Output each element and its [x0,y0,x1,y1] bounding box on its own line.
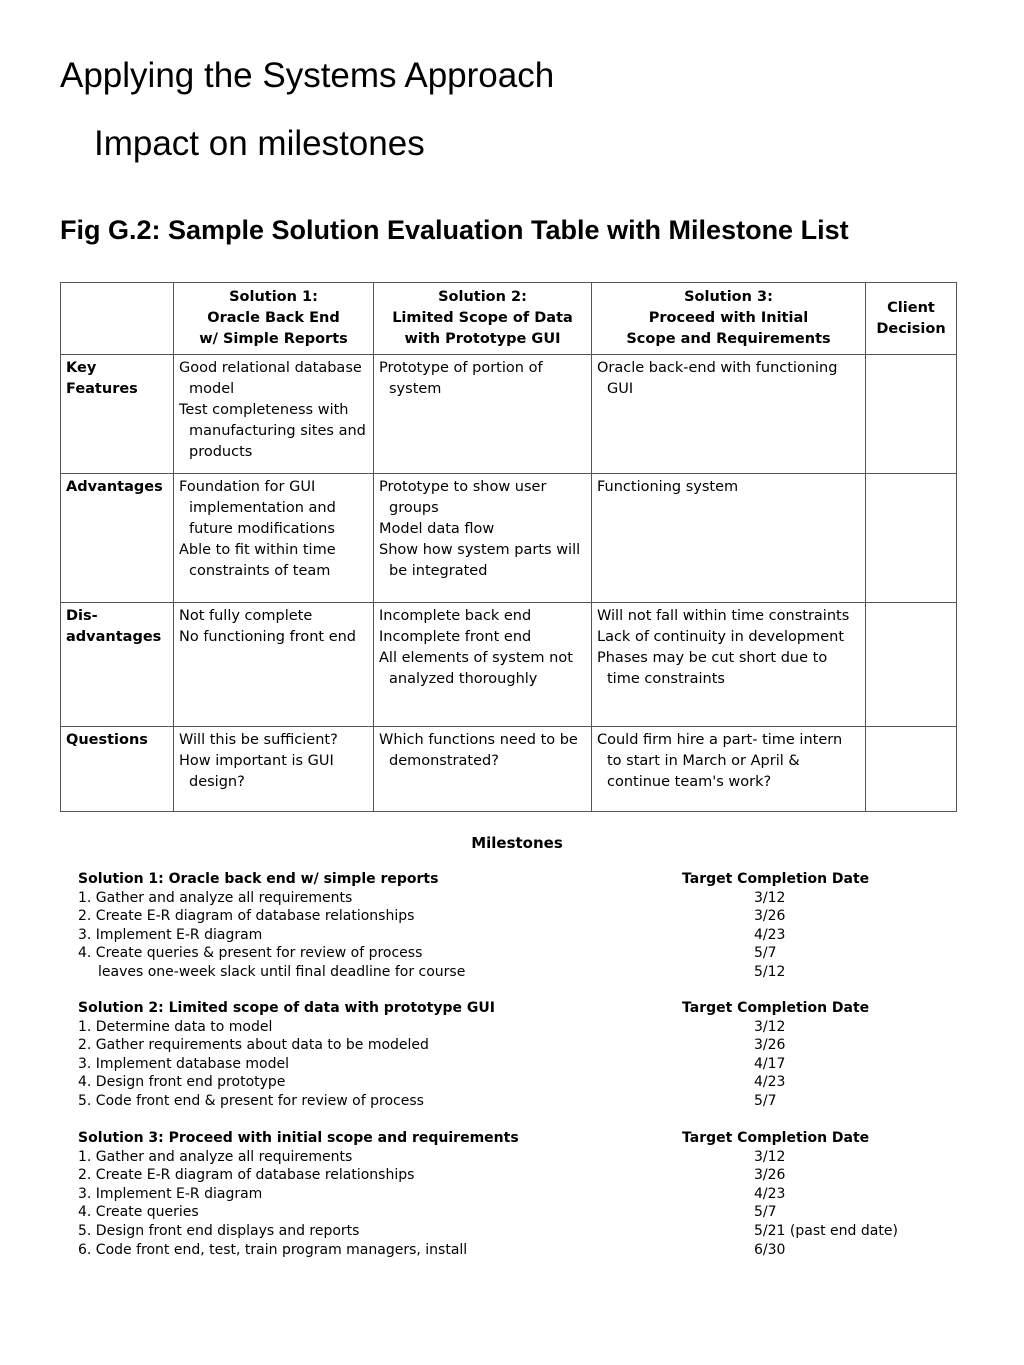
cell-line: Prototype to show user groups [379,479,547,516]
milestone-date: 4/23 [754,1185,786,1202]
milestone-label: 4. Design front end prototype [78,1074,286,1091]
milestone-item [78,944,918,963]
milestone-date: 5/7 [754,1204,777,1221]
milestone-label: 6. Code front end, test, train program managers, install [78,1241,468,1258]
cell-line: Foundation for GUI implementation and future modifications [179,479,336,537]
milestone-item [78,889,918,908]
row-header-line: Dis- [66,608,98,624]
table-row [61,474,957,603]
column-header [592,283,866,355]
figure-caption: Fig G.2: Sample Solution Evaluation Table with Milestone List [60,215,849,245]
table-row [61,603,957,727]
row-header-line: Questions [66,732,148,748]
row-header-line: Advantages [66,479,163,495]
milestone-group-heading: Solution 2: Limited scope of data with prototype GUI [78,1000,495,1016]
milestone-date: 5/12 [754,963,786,980]
milestone-date: 5/7 [754,945,777,962]
milestone-group-heading: Solution 3: Proceed with initial scope and requirements [78,1130,519,1146]
cell-line: Lack of continuity in development [597,629,845,645]
milestone-date: 3/26 [754,1037,786,1054]
milestone-group-heading: Solution 1: Oracle back end w/ simple reports [78,871,439,887]
corner-cell [61,283,174,355]
solution-evaluation-table [60,282,957,812]
column-header-line: Proceed with Initial [648,310,809,326]
table-row [61,727,957,812]
column-header-line: w/ Simple Reports [199,331,348,347]
cell-line: Model data flow [379,521,495,537]
table-cell [174,603,374,727]
table-cell [374,474,592,603]
column-header [174,283,374,355]
column-header-line: Scope and Requirements [626,331,831,347]
milestone-label: 1. Gather and analyze all requirements [78,1148,353,1165]
milestone-date: 5/7 [754,1092,777,1109]
row-header [61,603,174,727]
milestone-label: 4. Create queries & present for review of process [78,945,423,962]
milestone-date: 4/17 [754,1055,786,1072]
milestone-group-solution-2 [78,999,918,1111]
column-header-line: Solution 1: [229,289,318,305]
cell-line: Will this be sufficient? [179,732,338,748]
milestone-label: 3. Implement database model [78,1055,289,1072]
column-header-line: Limited Scope of Data [392,310,573,326]
milestone-item [78,1222,918,1241]
cell-line: Incomplete back end [379,608,532,624]
milestone-item [78,1166,918,1185]
milestone-label: 1. Gather and analyze all requirements [78,889,353,906]
table-cell [174,474,374,603]
milestone-label: 1. Determine data to model [78,1018,273,1035]
milestone-label: 3. Implement E-R diagram [78,926,263,943]
target-date-heading: Target Completion Date [682,1000,870,1016]
milestone-item [78,1092,918,1111]
milestone-label: 2. Create E-R diagram of database relationships [78,908,415,925]
milestone-label: 4. Create queries [78,1204,199,1221]
cell-line: Show how system parts will be integrated [379,542,581,579]
milestone-label: 5. Code front end & present for review of process [78,1092,424,1109]
target-date-heading: Target Completion Date [682,871,870,887]
milestone-item [78,1241,918,1260]
milestone-date: 6/30 [754,1241,786,1258]
cell-line: Not fully complete [179,608,313,624]
target-date-heading: Target Completion Date [682,1130,870,1146]
cell-line: Able to fit within time constraints of team [179,542,336,579]
table-cell [592,727,866,812]
table-header-row [61,283,957,355]
milestone-label: 2. Gather requirements about data to be modeled [78,1037,429,1054]
column-header-line: Solution 2: [438,289,527,305]
page-subtitle: Impact on milestones [94,124,425,163]
table-cell [592,603,866,727]
column-header-line: with Prototype GUI [404,331,561,347]
table-cell [374,355,592,474]
milestone-group-header [78,870,918,889]
milestone-group-header [78,999,918,1018]
cell-line: Functioning system [597,479,739,495]
row-header-line: Key [66,360,97,376]
column-header-line: Solution 3: [684,289,773,305]
milestone-date: 5/21 (past end date) [754,1222,898,1239]
milestone-group-solution-1 [78,870,918,982]
table-cell [592,474,866,603]
milestone-label: 3. Implement E-R diagram [78,1185,263,1202]
cell-line: Good relational database model [179,360,362,397]
cell-line: Oracle back-end with functioning GUI [597,360,838,397]
milestone-date: 3/12 [754,889,786,906]
column-header [866,283,957,355]
client-decision-cell [866,474,957,603]
milestones-title: Milestones [471,834,563,852]
milestone-item [78,1036,918,1055]
milestone-date: 4/23 [754,1074,786,1091]
row-header-line: advantages [66,629,162,645]
row-header [61,727,174,812]
cell-line: Test completeness with manufacturing sites and products [179,402,366,460]
cell-line: No functioning front end [179,629,357,645]
row-header-line: Features [66,381,138,397]
milestone-date: 3/12 [754,1148,786,1165]
table-cell [174,355,374,474]
milestone-item [78,1055,918,1074]
column-header-line: Oracle Back End [207,310,340,326]
milestone-item [78,1203,918,1222]
client-decision-cell [866,355,957,474]
milestone-date: 3/12 [754,1018,786,1035]
cell-line: Could firm hire a part- time intern to start in March or April & continue team's work? [597,732,843,790]
cell-line: Which functions need to be demonstrated? [379,732,578,769]
table-cell [374,603,592,727]
column-header [374,283,592,355]
cell-line: Will not fall within time constraints [597,608,850,624]
table-cell [374,727,592,812]
milestone-group-header [78,1129,918,1148]
client-decision-cell [866,603,957,727]
cell-line: How important is GUI design? [179,753,334,790]
client-decision-cell [866,727,957,812]
cell-line: Phases may be cut short due to time constraints [597,650,828,687]
milestone-group-solution-3 [78,1129,918,1259]
milestone-label: 5. Design front end displays and reports [78,1222,360,1239]
table-cell [592,355,866,474]
milestone-item [78,1073,918,1092]
milestone-date: 3/26 [754,1167,786,1184]
milestone-date: 3/26 [754,908,786,925]
table-cell [174,727,374,812]
cell-line: Prototype of portion of system [379,360,543,397]
column-header-line: Decision [876,320,946,337]
row-header [61,474,174,603]
row-header [61,355,174,474]
page-title: Applying the Systems Approach [60,56,555,95]
milestone-item [78,1148,918,1167]
cell-line: All elements of system not analyzed thoroughly [379,650,573,687]
milestone-item [78,907,918,926]
cell-line: Incomplete front end [379,629,532,645]
milestone-item [78,926,918,945]
milestone-item [78,1185,918,1204]
column-header-line: Client [887,299,935,316]
milestone-label: 2. Create E-R diagram of database relationships [78,1167,415,1184]
milestone-item [78,1018,918,1037]
table-row [61,355,957,474]
milestone-date: 4/23 [754,926,786,943]
milestone-label: leaves one-week slack until final deadline for course [98,963,466,980]
milestone-item [78,963,918,982]
